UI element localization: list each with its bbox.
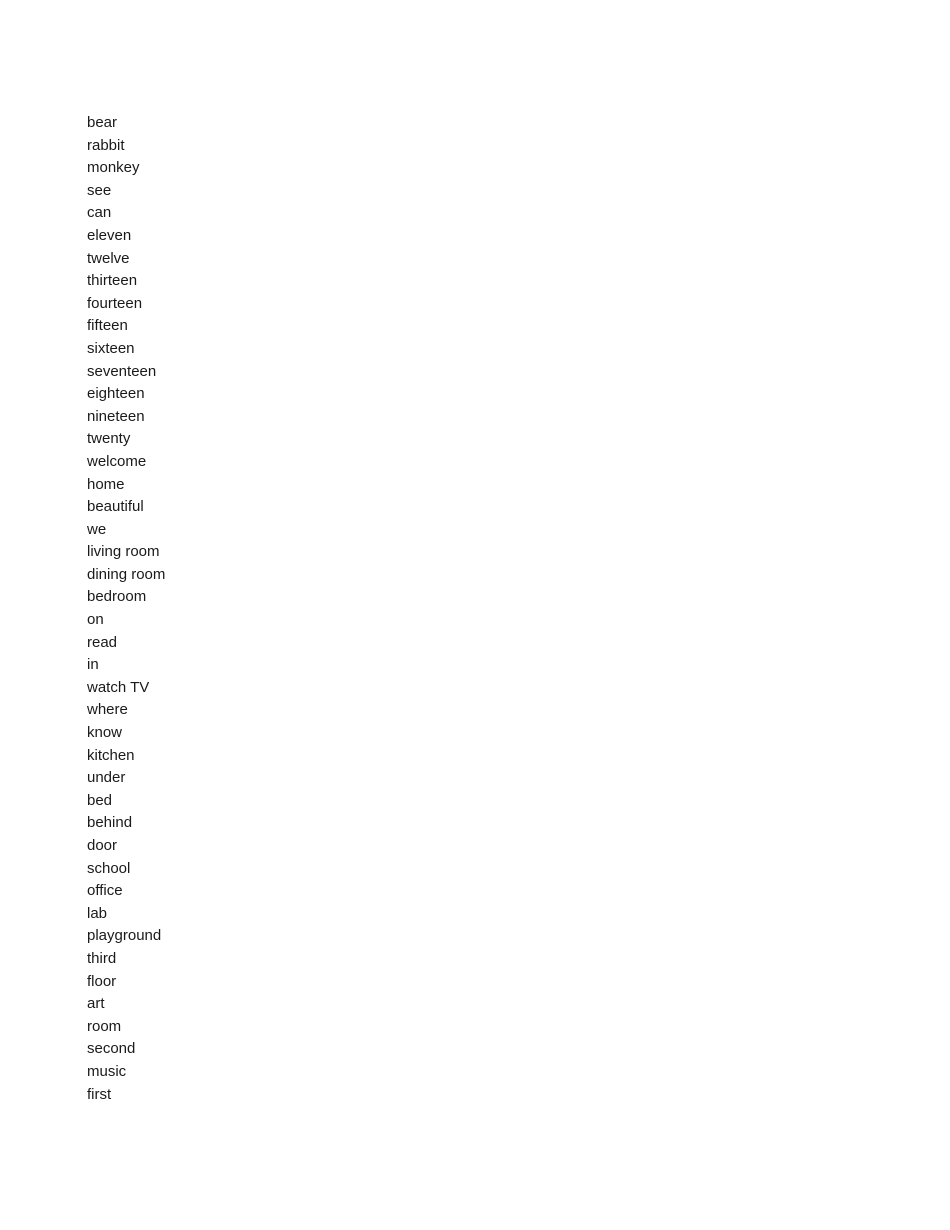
- list-item: beautiful: [87, 498, 144, 516]
- list-item: third: [87, 949, 117, 967]
- list-item: fifteen: [87, 317, 128, 335]
- list-item: first: [87, 1085, 112, 1103]
- list-item: school: [87, 859, 131, 877]
- list-item: home: [87, 475, 125, 493]
- list-item: in: [87, 656, 99, 674]
- list-item: music: [87, 1062, 127, 1080]
- list-item: room: [87, 1017, 122, 1035]
- list-item: office: [87, 882, 123, 900]
- list-item: eleven: [87, 226, 132, 244]
- list-item: we: [87, 520, 107, 538]
- list-item: nineteen: [87, 407, 145, 425]
- list-item: where: [87, 701, 128, 719]
- list-item: kitchen: [87, 746, 135, 764]
- list-item: rabbit: [87, 136, 125, 154]
- list-item: fourteen: [87, 294, 143, 312]
- list-item: bedroom: [87, 588, 147, 606]
- list-item: sixteen: [87, 339, 135, 357]
- list-item: on: [87, 611, 104, 629]
- list-item: behind: [87, 814, 133, 832]
- list-item: under: [87, 769, 126, 787]
- list-item: bear: [87, 114, 118, 131]
- list-item: dining room: [87, 565, 166, 583]
- list-item: see: [87, 181, 112, 199]
- list-item: twelve: [87, 249, 130, 267]
- list-item: watch TV: [87, 678, 150, 696]
- list-item: thirteen: [87, 272, 138, 290]
- list-item: playground: [87, 927, 162, 945]
- list-item: monkey: [87, 159, 140, 177]
- list-item: second: [87, 1040, 136, 1058]
- list-item: living room: [87, 543, 160, 561]
- list-item: know: [87, 724, 123, 742]
- list-item: welcome: [87, 452, 147, 470]
- list-item: twenty: [87, 430, 131, 448]
- list-item: lab: [87, 904, 108, 922]
- word-list: [87, 112, 165, 1106]
- list-item: read: [87, 633, 118, 651]
- list-item: floor: [87, 972, 117, 990]
- list-item: door: [87, 837, 118, 854]
- list-item: seventeen: [87, 362, 157, 380]
- list-item: bed: [87, 791, 113, 809]
- list-item: art: [87, 995, 105, 1013]
- list-item: eighteen: [87, 385, 145, 403]
- list-item: can: [87, 204, 112, 222]
